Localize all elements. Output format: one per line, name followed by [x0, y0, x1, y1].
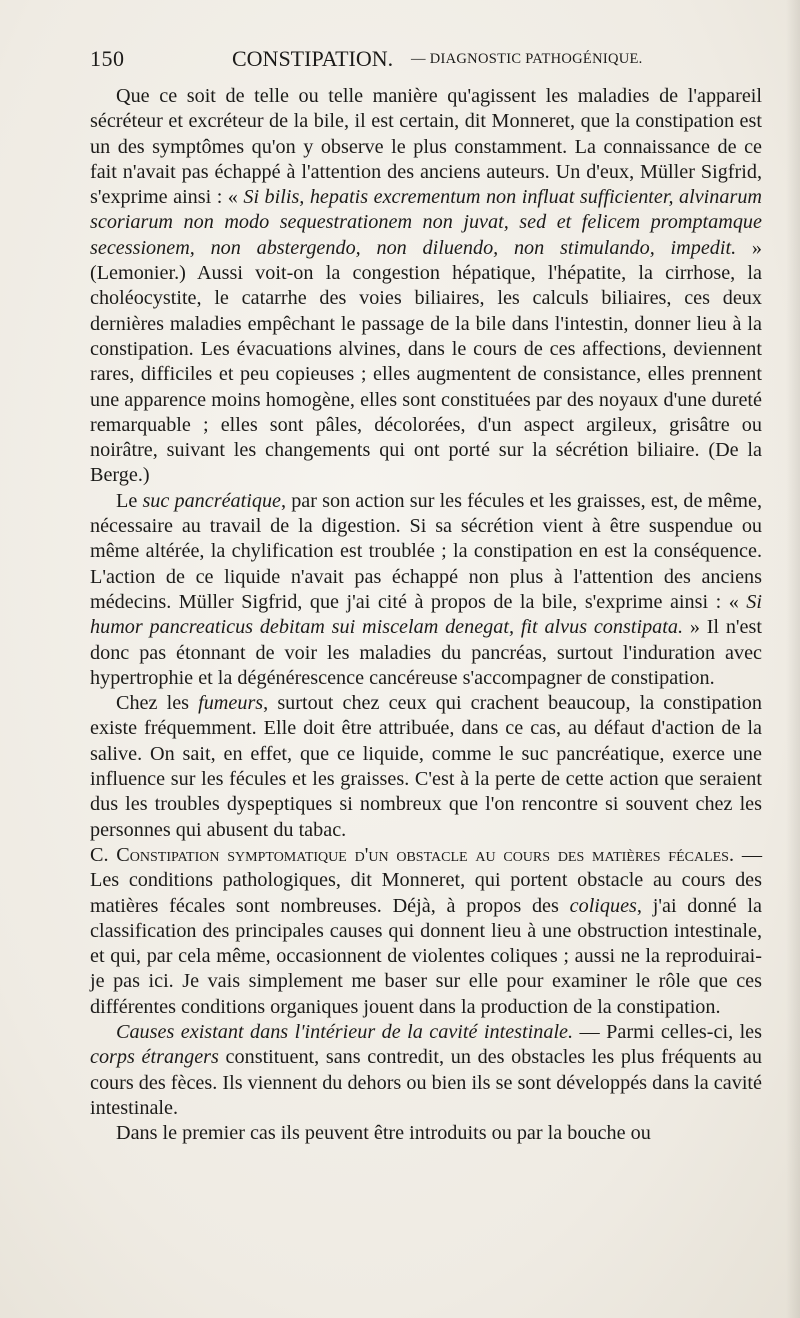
text-run: — Parmi celles-ci, les: [573, 1020, 763, 1043]
text-run: Le: [116, 489, 143, 512]
paragraph-bile: [90, 84, 762, 489]
page-number: 150: [90, 46, 125, 71]
paragraph-causes: [90, 1020, 762, 1121]
text-run: , surtout chez ceux qui crachent beaucoup, la constipation existe fréquemment. Elle doit être attribuée, dans ce cas, au défaut d'action de la salive. On sait, en effet, que ce liquide, comme le suc pancréatique, exerce une influence sur les fécules et les graisses. C'est à la perte de cette action que seraient dus les troubles dyspeptiques si nombreux que l'on rencontre si souvent chez les personnes qui abusent du tabac.: [90, 692, 762, 841]
running-header: [90, 46, 770, 74]
text-run: » (Lemonier.) Aussi voit-on la congestion hépatique, l'hépatite, la cirrhose, la choléocystite, le catarrhe des voies biliaires, les calculs biliaires, ces deux dernières maladies empêchant le passage de la bile dans l'intestin, donner lieu à la constipation. Les évacuations alvines, dans le cours de ces affections, deviennent rares, difficiles et peu copieuses ; elles augmentent de consistance, elles prennent une apparence moins homogène, elles sont constituées par des noyaux d'une dureté remarquable ; elles sont pâles, décolorées, d'un aspect argileux, grisâtre ou noirâtre, suivant les changements qui ont porté sur la sécrétion biliaire. (De la Berge.): [90, 236, 762, 487]
italic-term: suc pancréatique: [142, 489, 282, 512]
italic-term: fumeurs: [198, 692, 264, 715]
text-run: » Il n'est donc pas étonnant de voir les maladies du pancréas, surtout l'induration avec hypertrophie et la dégénérescence cancéreuse s'accompagner de constipation.: [90, 616, 762, 689]
paragraph-first-case: [90, 1121, 762, 1146]
text-run: Dans le premier cas ils peuvent être introduits ou par la bouche ou: [116, 1122, 651, 1145]
italic-term: corps étrangers: [90, 1046, 219, 1069]
italic-term: coliques: [569, 894, 637, 917]
page-edge-shadow: [786, 0, 800, 1318]
running-title: CONSTIPATION.: [232, 46, 394, 71]
text-run: Chez les: [116, 692, 199, 715]
body-text: [90, 84, 762, 1146]
section-heading: C. Constipation symptomatique d'un obstacle au cours des matières fécales.: [90, 843, 735, 866]
text-run: constituent, sans contredit, un des obstacles les plus fréquents au cours des fèces. Ils viennent du dehors ou bien ils se sont développés dans la cavité intestinale.: [90, 1046, 762, 1119]
text-run: , j'ai donné la classification des principales causes qui donnent lieu à une obstruction intestinale, et qui, par cela même, occasionnent de violentes coliques ; aussi ne la reproduirai-je pas ici. Je vais simplement me baser sur elle pour examiner le rôle que ces différentes conditions organiques jouent dans la production de la constipation.: [90, 894, 762, 1018]
paragraph-pancreas: [90, 489, 762, 691]
latin-quote: Si bilis, hepatis excrementum non influat sufficienter, alvinarum scoriarum non modo sequestrationem non juvat, sed et felicem promptamque secessionem, non abstergendo, non diluendo, non stimulando, impedit.: [90, 186, 762, 259]
running-subtitle: — DIAGNOSTIC PATHOGÉNIQUE.: [411, 51, 643, 67]
text-run: Que ce soit de telle ou telle manière qu'agissent les maladies de l'appareil sécréteur et excréteur de la bile, il est certain, dit Monneret, que la constipation est un des symptômes qu'on y observe le plus constamment. La connaissance de ce fait n'avait pas échappé à l'attention des anciens auteurs. Un d'eux, Müller Sigfrid, s'exprime ainsi : «: [90, 85, 762, 209]
paragraph-section-c: [90, 843, 762, 1020]
paragraph-smokers: [90, 691, 762, 843]
subsection-heading: Causes existant dans l'intérieur de la cavité intestinale.: [116, 1020, 574, 1043]
text-run: — Les conditions pathologiques, dit Monneret, qui portent obstacle au cours des matières fécales sont nombreuses. Déjà, à propos des: [90, 843, 763, 917]
latin-quote: Si humor pancreaticus debitam sui miscelam denegat, fit alvus constipata.: [90, 590, 762, 639]
text-run: , par son action sur les fécules et les graisses, est, de même, nécessaire au travail de la digestion. Si sa sécrétion vient à être suspendue ou même altérée, la chylification est troublée ; la constipation en est la conséquence. L'action de ce liquide n'avait pas échappé non plus à l'attention des anciens médecins. Müller Sigfrid, que j'ai cité à propos de la bile, s'exprime ainsi : «: [90, 489, 762, 613]
